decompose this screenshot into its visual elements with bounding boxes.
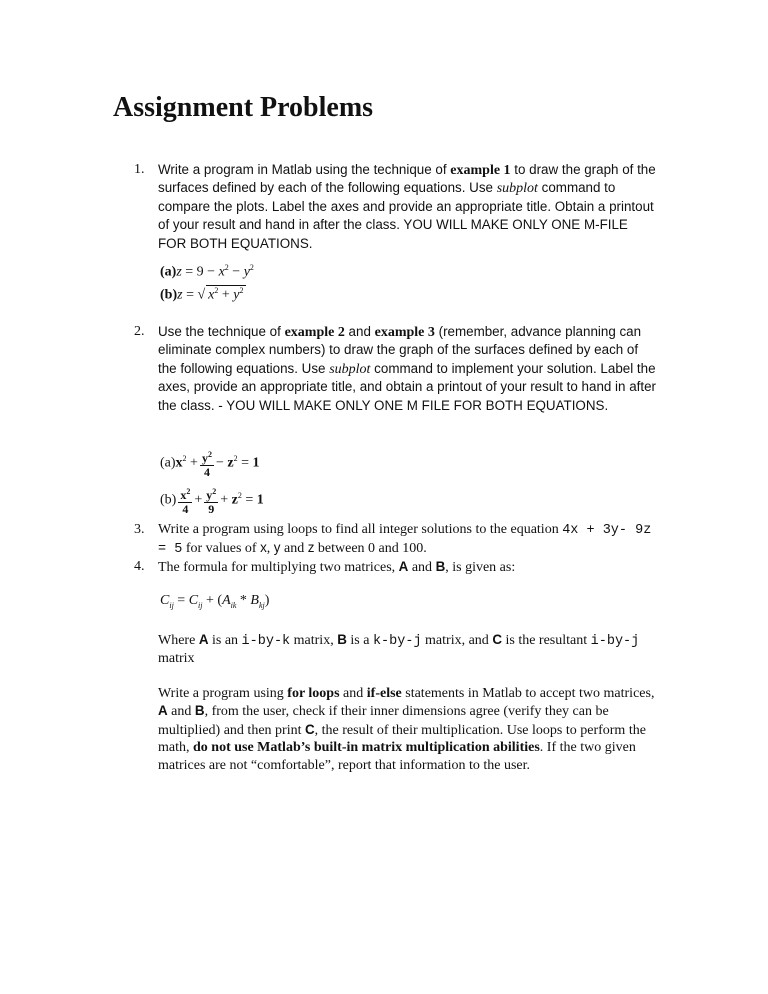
problem-2-number: 2. xyxy=(134,324,145,339)
problem-4-instructions: Write a program using for loops and if-else statements in Matlab to accept two matrices, A and B, from the user, check if their inner dimensions agree (verify they can be multiplied) and then print C, the result of their multiplication. Use loops to perform the math, do not use Matlab’s built-in matrix multiplication abilities. If the two given matrices are not “comfortable”, report that information to the user. xyxy=(158,686,655,773)
equation-1a: $(a)z = 9 - x^2 - y^2$ xyxy=(160,263,254,280)
problem-1-number: 1. xyxy=(134,162,145,177)
problem-4-number: 4. xyxy=(134,559,145,574)
problem-4-intro: The formula for multiplying two matrices, A and B, is given as: xyxy=(158,559,516,575)
equation-2b: (b) $\frac{x^2}{4}$ + $\frac{y^2}{9}$ + $z^2 = 1$ xyxy=(160,487,264,516)
problem-3-number: 3. xyxy=(134,522,145,537)
problem-2-text: Use the technique of example 2 and example 3 (remember, advance planning can eliminate complex numbers) to draw the graph of the surfaces defined by each of the following equations. Use subplot command to implement your solution. Label the axes, provide an appropriate title, and obtain a printout of your result to hand in after the class. - YOU WILL MAKE ONLY ONE M FILE FOR BOTH EQUATIONS. xyxy=(158,324,656,413)
problem-1-text: Write a program in Matlab using the technique of example 1 to draw the graph of the surfaces defined by each of the following equations. Use subplot command to compare the plots. Label the axes and provide an appropriate title. Obtain a printout of your result and hand in after the class. YOU WILL MAKE ONLY ONE M-FILE FOR BOTH EQUATIONS. xyxy=(158,162,656,251)
equation-2a: $(a)x^2$ + $\frac{y^2}{4}$ − $z^2 = 1$ xyxy=(160,450,260,479)
equation-1b: (b)z = √ $x^2 + y^2$ xyxy=(160,286,244,303)
page-title: Assignment Problems xyxy=(113,92,374,123)
problem-3-text: Write a program using loops to find all integer solutions to the equation 4x + 3y- 9z = 5 for values of x, y and z between 0 and 100. xyxy=(158,522,652,558)
matrix-formula: $C_{ij} = C_{ij} + (A_{ik} * B_{kj})$ xyxy=(160,593,270,610)
matrix-definition: Where A is an i-by-k matrix, B is a k-by-j matrix, and C is the resultant i-by-j matrix xyxy=(158,632,640,667)
